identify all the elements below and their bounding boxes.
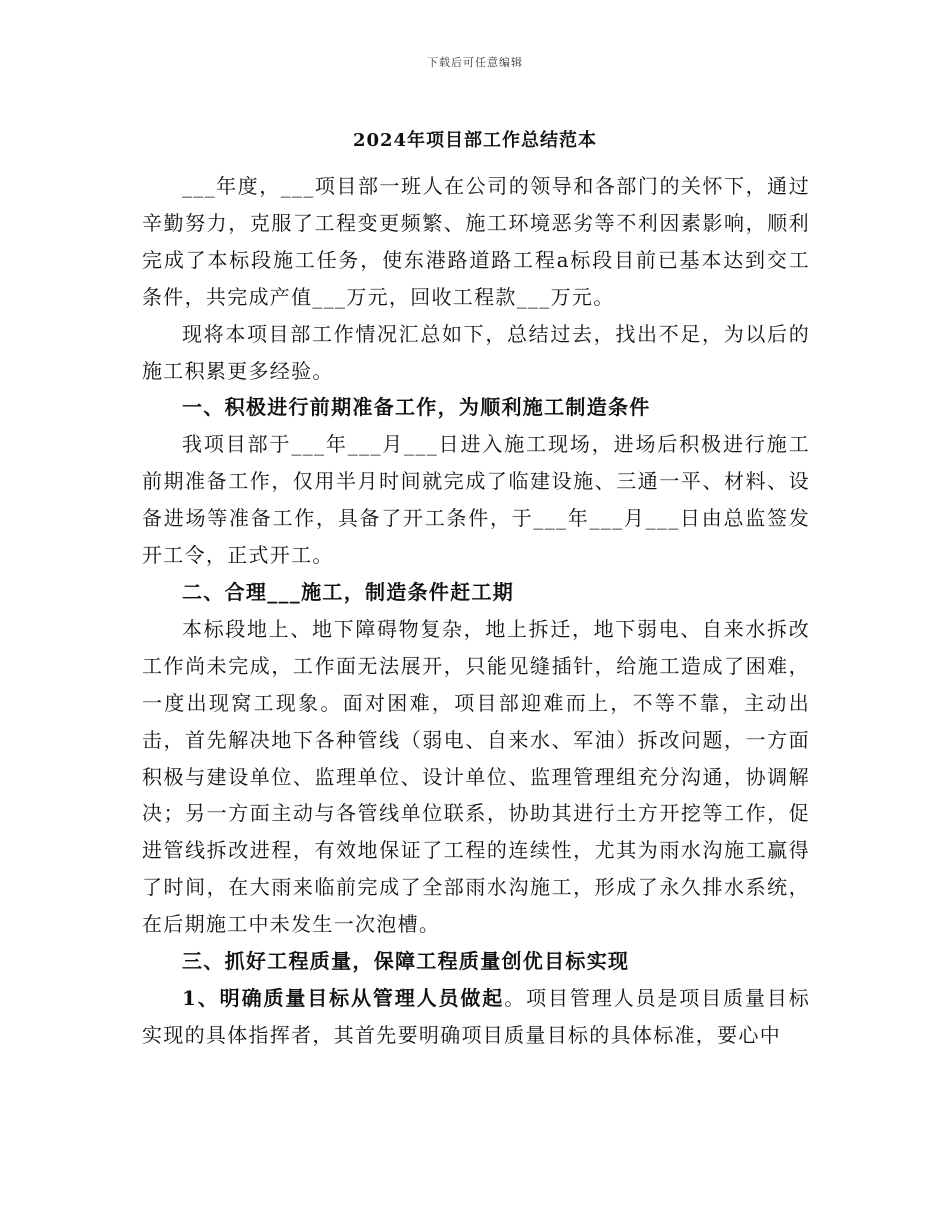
document-body bbox=[142, 168, 810, 1054]
paragraph-summary: 现将本项目部工作情况汇总如下，总结过去，找出不足，为以后的施工积累更多经验。 bbox=[142, 321, 810, 383]
document-title: 2024年项目部工作总结范本 bbox=[352, 130, 598, 151]
paragraph-schedule: 本标段地上、地下障碍物复杂，地上拆迁，地下弱电、自来水拆改工作尚未完成，工作面无法展开，只能见缝插针，给施工造成了困难，一度出现窝工现象。面对困难，项目部迎难而上，不等不靠，主动出击，首先解决地下各种管线（弱电、自来水、军油）拆改问题，一方面积极与建设单位、监理单位、设计单位、监理管理组充分沟通，协调解决；另一方面主动与各管线单位联系，协助其进行土方开挖等工作，促进管线拆改进程，有效地保证了工程的连续性，尤其为雨水沟施工赢得了时间，在大雨来临前完成了全部雨水沟施工，形成了永久排水系统，在后期施工中未发生一次泡槽。 bbox=[142, 616, 810, 937]
header-note: 下载后可任意编辑 bbox=[427, 56, 523, 69]
section-heading-1: 一、积极进行前期准备工作，为顺利施工制造条件 bbox=[182, 395, 651, 420]
quality-body-text: 。项目管理人员是项目质量目标实现的具体指挥者，其首先要明确项目质量目标的具体标准，要心中 bbox=[142, 985, 811, 1047]
section-heading-3: 三、抓好工程质量，保障工程质量创优目标实现 bbox=[182, 949, 630, 974]
paragraph-quality bbox=[142, 980, 810, 1054]
paragraph-preparation: 我项目部于___年___月___日进入施工现场，进场后积极进行施工前期准备工作，仅用半月时间就完成了临建设施、三通一平、材料、设备进场等准备工作，具备了开工条件，于___年___月___日由总监签发开工令，正式开工。 bbox=[142, 432, 810, 568]
paragraph-intro: ___年度，___项目部一班人在公司的领导和各部门的关怀下，通过辛勤努力，克服了工程变更频繁、施工环境恶劣等不利因素影响，顺利完成了本标段施工任务，使东港路道路工程a标段目前已基本达到交工条件，共完成产值___万元，回收工程款___万元。 bbox=[142, 174, 810, 309]
quality-lead-text: 1、明确质量目标从管理人员做起 bbox=[182, 985, 505, 1010]
section-heading-2: 二、合理___施工，制造条件赶工期 bbox=[182, 579, 515, 604]
